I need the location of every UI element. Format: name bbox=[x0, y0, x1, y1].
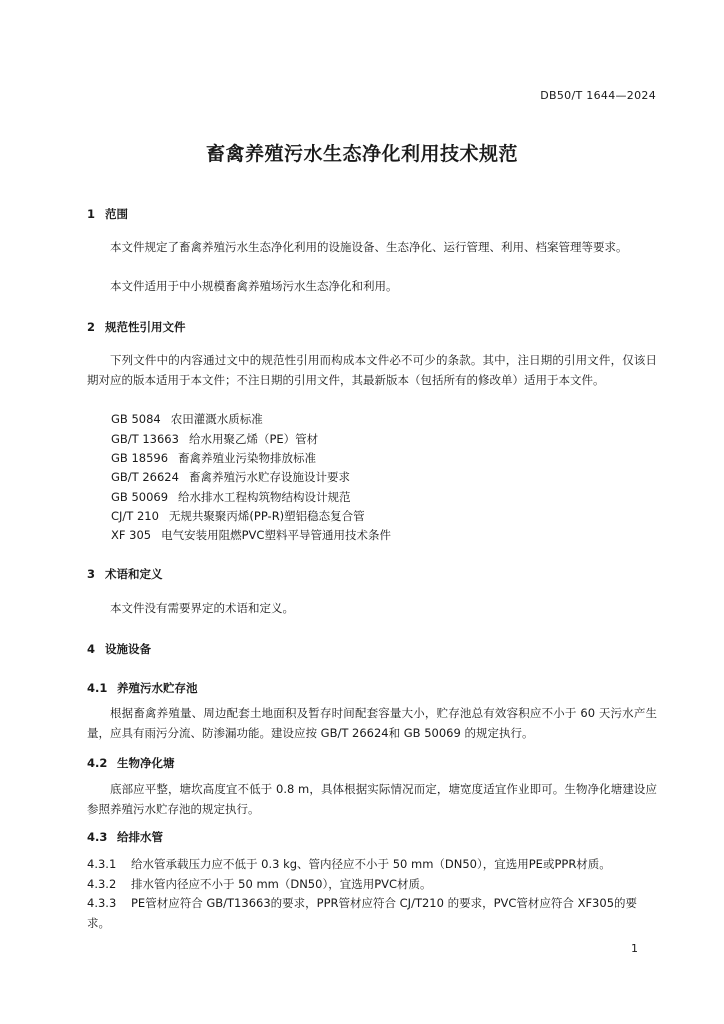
section-heading-normative-references bbox=[87, 319, 186, 335]
subsection-heading-pipes bbox=[87, 829, 163, 845]
clause-item bbox=[87, 875, 657, 895]
subsection-title: 养殖污水贮存池 bbox=[117, 681, 198, 695]
section-title: 术语和定义 bbox=[105, 567, 163, 581]
section-number: 2 bbox=[87, 320, 96, 334]
reference-title: 无规共聚聚丙烯(PP-R)塑铝稳态复合管 bbox=[168, 509, 365, 523]
paragraph: 底部应平整，塘坎高度宜不低于 0.8 m，具体根据实际情况而定，塘宽度适宜作业即可。生物净化塘建设应参照养殖污水贮存池的规定执行。 bbox=[87, 782, 657, 816]
subsection-title: 给排水管 bbox=[117, 830, 163, 844]
paragraph: 下列文件中的内容通过文中的规范性引用而构成本文件必不可少的条款。其中，注日期的引用文件，仅该日期对应的版本适用于本文件；不注日期的引用文件，其最新版本（包括所有的修改单）适用于本文件。 bbox=[87, 353, 657, 387]
reference-code: XF 305 bbox=[111, 528, 152, 542]
paragraph: 根据畜禽养殖量、周边配套土地面积及暂存时间配套容量大小，贮存池总有效容积应不小于 60 天污水产生量，应具有雨污分流、防渗漏功能。建设应按 GB/T 26624和 GB 50069 的规定执行。 bbox=[87, 706, 657, 740]
subsection-number: 4.1 bbox=[87, 681, 108, 695]
clause-item bbox=[87, 855, 657, 875]
reference-code: GB/T 26624 bbox=[111, 470, 179, 484]
reference-title: 给水排水工程构筑物结构设计规范 bbox=[178, 490, 351, 504]
section-number: 4 bbox=[87, 642, 96, 656]
reference-title: 畜禽养殖污水贮存设施设计要求 bbox=[188, 470, 350, 484]
reference-title: 给水用聚乙烯（PE）管材 bbox=[188, 432, 319, 446]
standard-code: DB50/T 1644—2024 bbox=[540, 89, 656, 102]
section-title: 范围 bbox=[105, 207, 128, 221]
reference-item bbox=[111, 508, 365, 524]
page-number: 1 bbox=[631, 942, 638, 955]
reference-title: 电气安装用阻燃PVC塑料平导管通用技术条件 bbox=[161, 528, 391, 542]
paragraph: 本文件规定了畜禽养殖污水生态净化利用的设施设备、生态净化、运行管理、利用、档案管理等要求。 bbox=[110, 240, 628, 254]
section-number: 1 bbox=[87, 207, 96, 221]
reference-code: GB/T 13663 bbox=[111, 432, 179, 446]
reference-item bbox=[111, 431, 318, 447]
subsection-heading-purification-pond bbox=[87, 755, 175, 771]
clause-item bbox=[87, 894, 657, 933]
clause-number: 4.3.1 bbox=[87, 857, 117, 871]
section-number: 3 bbox=[87, 567, 96, 581]
paragraph: 本文件没有需要界定的术语和定义。 bbox=[110, 601, 294, 615]
document-title: 畜禽养殖污水生态净化利用技术规范 bbox=[205, 143, 518, 165]
clause-text: PE管材应符合 GB/T13663的要求，PPR管材应符合 CJ/T210 的要求，PVC管材应符合 XF305的要求。 bbox=[87, 896, 638, 930]
section-title: 设施设备 bbox=[105, 642, 151, 656]
reference-code: GB 5084 bbox=[111, 412, 161, 426]
reference-item bbox=[111, 469, 350, 485]
clause-text: 排水管内径应不小于 50 mm（DN50），宜选用PVC材质。 bbox=[131, 877, 432, 891]
reference-item bbox=[111, 489, 351, 505]
reference-item bbox=[111, 527, 391, 543]
clause-number: 4.3.3 bbox=[87, 896, 117, 910]
section-title: 规范性引用文件 bbox=[105, 320, 186, 334]
section-heading-scope bbox=[87, 206, 128, 222]
section-heading-facilities bbox=[87, 641, 151, 657]
subsection-number: 4.3 bbox=[87, 830, 108, 844]
clause-number: 4.3.2 bbox=[87, 877, 117, 891]
section-heading-terms bbox=[87, 566, 163, 582]
reference-code: CJ/T 210 bbox=[111, 509, 159, 523]
subsection-title: 生物净化塘 bbox=[117, 756, 175, 770]
paragraph: 本文件适用于中小规模畜禽养殖场污水生态净化和利用。 bbox=[110, 279, 398, 293]
reference-code: GB 50069 bbox=[111, 490, 169, 504]
subsection-heading-storage-pool bbox=[87, 680, 198, 696]
reference-item bbox=[111, 411, 263, 427]
clause-text: 给水管承载压力应不低于 0.3 kg、管内径应不小于 50 mm（DN50），宜选用PE或PPR材质。 bbox=[131, 857, 611, 871]
reference-title: 农田灌溉水质标准 bbox=[170, 412, 263, 426]
subsection-number: 4.2 bbox=[87, 756, 108, 770]
reference-title: 畜禽养殖业污染物排放标准 bbox=[178, 451, 317, 465]
reference-code: GB 18596 bbox=[111, 451, 169, 465]
reference-item bbox=[111, 450, 316, 466]
